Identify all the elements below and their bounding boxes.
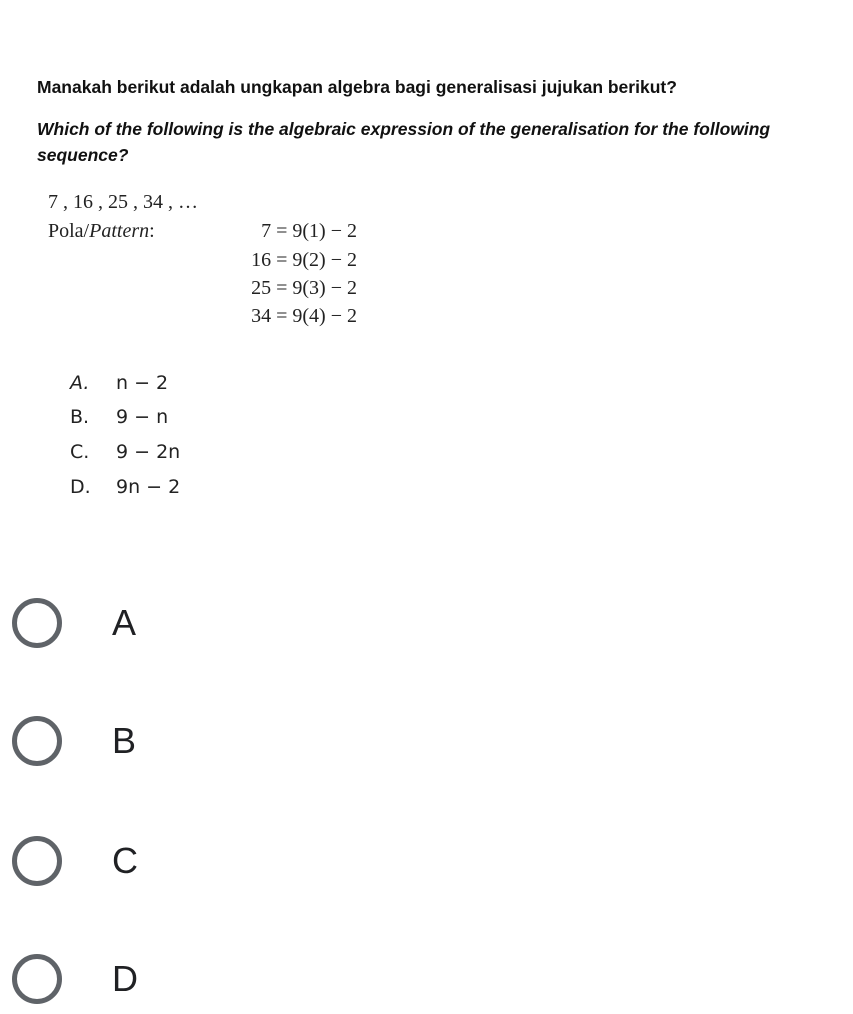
- sequence: 7 , 16 , 25 , 34 , …: [48, 191, 198, 213]
- option-row-a: [70, 369, 168, 397]
- pattern-label-italic: Pattern: [89, 220, 150, 242]
- choice-c[interactable]: [12, 826, 612, 896]
- pattern-line: 7 = 9(1) − 2: [261, 220, 357, 242]
- radio-button-icon[interactable]: [12, 836, 62, 886]
- choice-label: B: [112, 720, 137, 761]
- option-letter: C.: [70, 441, 90, 463]
- option-letter: B.: [70, 406, 90, 428]
- option-text: 9n − 2: [116, 476, 181, 498]
- option-row-c: [70, 438, 180, 466]
- option-row-d: [70, 473, 180, 501]
- pattern-line: 34 = 9(4) − 2: [251, 305, 357, 327]
- choice-label: D: [112, 958, 138, 999]
- choice-label: A: [112, 602, 137, 643]
- choice-d[interactable]: [12, 944, 612, 1014]
- option-letter: A.: [70, 372, 90, 394]
- option-text: 9 − n: [116, 406, 169, 428]
- choice-b[interactable]: [12, 706, 612, 776]
- option-text: n − 2: [116, 372, 169, 394]
- pattern-label: [48, 220, 155, 243]
- pattern-line: 16 = 9(2) − 2: [251, 249, 357, 271]
- choice-a[interactable]: [12, 588, 612, 658]
- option-letter: D.: [70, 476, 91, 498]
- pattern-line: 25 = 9(3) − 2: [251, 277, 357, 299]
- pattern-label-plain: Pola/: [48, 220, 90, 242]
- question-text-malay: Manakah berikut adalah ungkapan algebra bagi generalisasi jujukan berikut?: [37, 77, 677, 97]
- choice-label: C: [112, 840, 138, 881]
- question-text-english: Which of the following is the algebraic expression of the generalisation for the following sequence?: [37, 119, 771, 165]
- radio-button-icon[interactable]: [12, 954, 62, 1004]
- radio-button-icon[interactable]: [12, 716, 62, 766]
- option-row-b: [70, 403, 168, 431]
- radio-button-icon[interactable]: [12, 598, 62, 648]
- pattern-label-colon: :: [149, 220, 155, 242]
- option-text: 9 − 2n: [116, 441, 181, 463]
